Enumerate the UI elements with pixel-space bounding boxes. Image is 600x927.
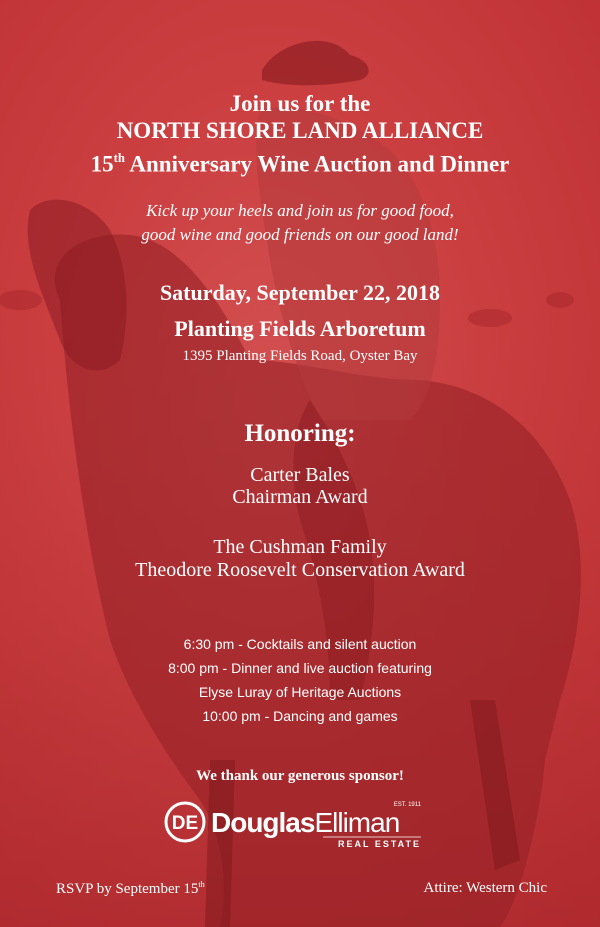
honoree-2-award: Theodore Roosevelt Conservation Award bbox=[135, 559, 465, 581]
logo-graphic bbox=[163, 797, 427, 851]
event-title bbox=[0, 146, 600, 176]
event-date: Saturday, September 22, 2018 bbox=[159, 280, 441, 305]
svg-text:DouglasElliman bbox=[211, 807, 399, 838]
logo-word-2: Elliman bbox=[314, 807, 400, 838]
schedule-item: 8:00 pm - Dinner and live auction featuring bbox=[168, 660, 432, 676]
schedule-item: Elyse Luray of Heritage Auctions bbox=[198, 684, 402, 700]
sponsor-thanks: We thank our generous sponsor! bbox=[196, 768, 404, 784]
honoring-heading: Honoring: bbox=[244, 420, 356, 447]
event-address: 1395 Planting Fields Road, Oyster Bay bbox=[182, 348, 418, 364]
attire-note: Attire: Western Chic bbox=[423, 880, 547, 896]
rsvp-deadline bbox=[56, 880, 205, 898]
honoree-1-name: Carter Bales bbox=[250, 464, 350, 486]
header-line-intro: Join us for the bbox=[229, 91, 371, 116]
event-title-rest: Anniversary Wine Auction and Dinner bbox=[124, 151, 510, 177]
logo-word-1: Douglas bbox=[211, 807, 315, 838]
anniversary-ordinal: th bbox=[113, 151, 125, 165]
anniversary-number: 15 bbox=[90, 151, 114, 177]
logo-monogram: DE bbox=[171, 813, 199, 834]
honoree-2-name: The Cushman Family bbox=[213, 536, 387, 558]
event-venue: Planting Fields Arboretum bbox=[174, 316, 426, 341]
douglas-elliman-logo bbox=[163, 797, 427, 851]
logo-est: EST. 1911 bbox=[393, 802, 421, 808]
organization-name: NORTH SHORE LAND ALLIANCE bbox=[116, 118, 484, 143]
rsvp-ordinal: th bbox=[198, 880, 205, 889]
tagline-line-2: good wine and good friends on our good land! bbox=[141, 225, 459, 244]
rsvp-text: RSVP by September 15 bbox=[56, 881, 199, 898]
schedule-item: 6:30 pm - Cocktails and silent auction bbox=[183, 636, 417, 652]
schedule-item: 10:00 pm - Dancing and games bbox=[202, 708, 398, 724]
logo-subtitle: REAL ESTATE bbox=[337, 839, 421, 849]
honoree-1-award: Chairman Award bbox=[232, 486, 368, 508]
tagline-line-1: Kick up your heels and join us for good food, bbox=[146, 201, 454, 220]
